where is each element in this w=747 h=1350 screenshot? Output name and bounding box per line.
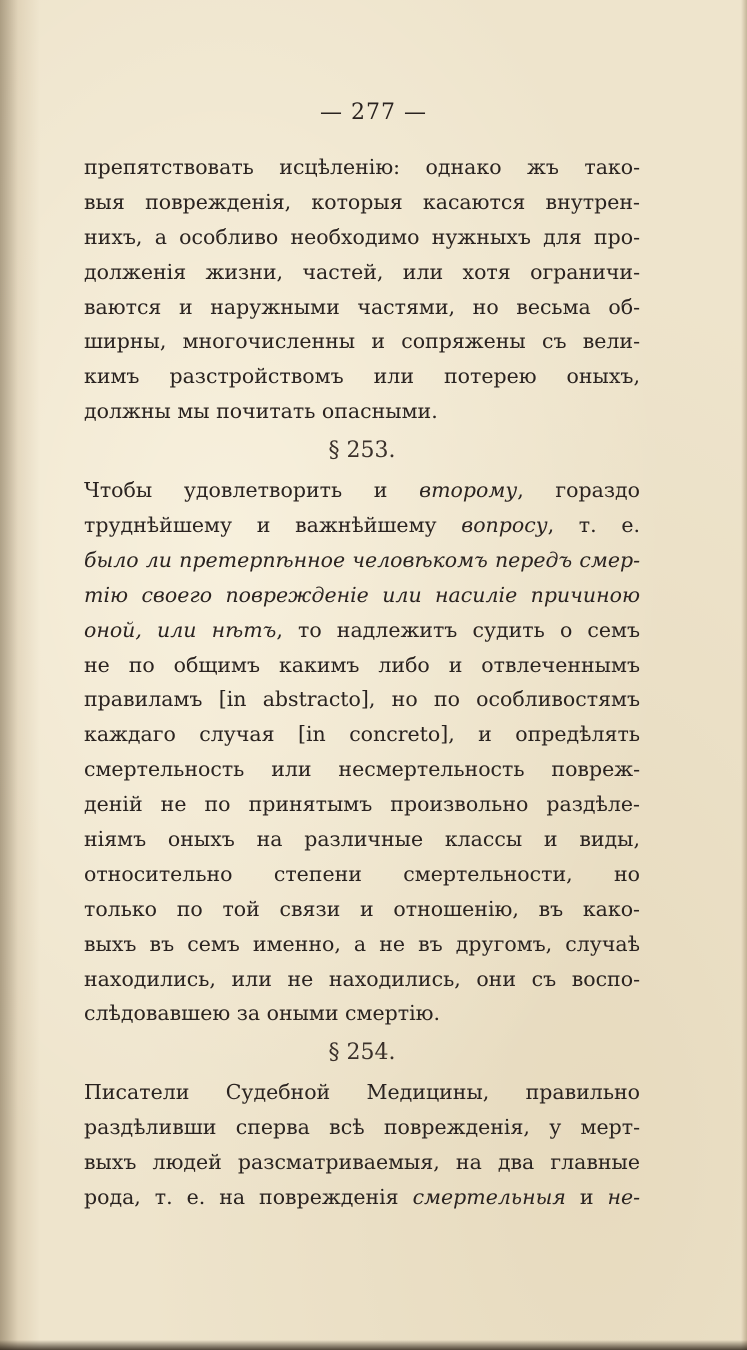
text-run: , гораздо xyxy=(517,478,640,503)
text-line: раздѣливши сперва всѣ поврежденія, у мерт- xyxy=(84,1115,640,1140)
text-line: ніямъ оныхъ на различные классы и виды, xyxy=(84,827,640,852)
page-bottom-edge xyxy=(0,1340,747,1350)
text-run: Чтобы удовлетворить и xyxy=(84,478,420,503)
text-line: Писатели Судебной Медицины, правильно xyxy=(84,1080,640,1105)
spine-shadow xyxy=(0,0,40,1350)
section-heading: § 254. xyxy=(328,1040,396,1066)
text-line xyxy=(84,613,640,648)
text-line: ваются и наружными частями, но весьма об- xyxy=(84,294,640,319)
text-line: выя поврежденія, которыя касаются внутрен- xyxy=(84,189,640,214)
text-line: тію своего поврежденіе или насиліе причиною xyxy=(84,582,640,607)
text-line: относительно степени смертельности, но xyxy=(84,861,640,886)
text-run: , т. е. xyxy=(547,513,640,538)
page-text xyxy=(84,150,640,1215)
text-line: было ли претерпѣнное человѣкомъ передъ смер- xyxy=(84,547,640,572)
text-line: препятствовать исцѣленію: однако жъ тако- xyxy=(84,155,640,179)
italic-run: второму xyxy=(419,478,518,503)
text-line: долженія жизни, частей, или хотя ограничи- xyxy=(84,259,640,284)
text-line: выхъ людей разсматриваемыя, на два главные xyxy=(84,1150,640,1175)
italic-run: смертельныя xyxy=(412,1185,566,1210)
text-line: деній не по принятымъ произвольно раздѣле- xyxy=(84,792,640,817)
text-run: труднѣйшему и важнѣйшему xyxy=(84,513,462,538)
italic-run: оной, или нѣтъ xyxy=(84,617,277,642)
italic-run: не- xyxy=(607,1185,640,1210)
text-line: выхъ въ семъ именно, а не въ другомъ, случаѣ xyxy=(84,931,640,956)
italic-run: вопросу xyxy=(461,513,548,538)
text-line: только по той связи и отношенію, въ како- xyxy=(84,896,640,921)
text-line xyxy=(84,473,640,508)
text-line: ширны, многочисленны и сопряжены съ вели- xyxy=(84,329,640,354)
text-line: кимъ разстройствомъ или потерею оныхъ, xyxy=(84,364,640,389)
text-line: должны мы почитать опасными. xyxy=(84,399,438,424)
text-line xyxy=(84,508,640,543)
text-line: смертельность или несмертельность повреж- xyxy=(84,757,640,782)
section-heading: § 253. xyxy=(328,438,396,464)
page-edge xyxy=(741,0,747,1350)
text-line xyxy=(84,1180,640,1215)
text-line: правиламъ [in abstracto], но по особливостямъ xyxy=(84,687,640,712)
page-number: — 277 — xyxy=(320,100,427,125)
text-run: рода, т. е. на поврежденія xyxy=(84,1185,413,1210)
text-line: находились, или не находились, они съ воспо- xyxy=(84,966,640,991)
text-run: , то надлежитъ судить о семъ xyxy=(276,617,640,642)
text-run: и xyxy=(565,1185,608,1210)
text-line: каждаго случая [in concreto], и опредѣлять xyxy=(84,722,640,747)
text-line: нихъ, а особливо необходимо нужныхъ для про- xyxy=(84,224,640,249)
text-line: не по общимъ какимъ либо и отвлеченнымъ xyxy=(84,652,640,677)
text-line: слѣдовавшею за оными смертію. xyxy=(84,1001,440,1026)
